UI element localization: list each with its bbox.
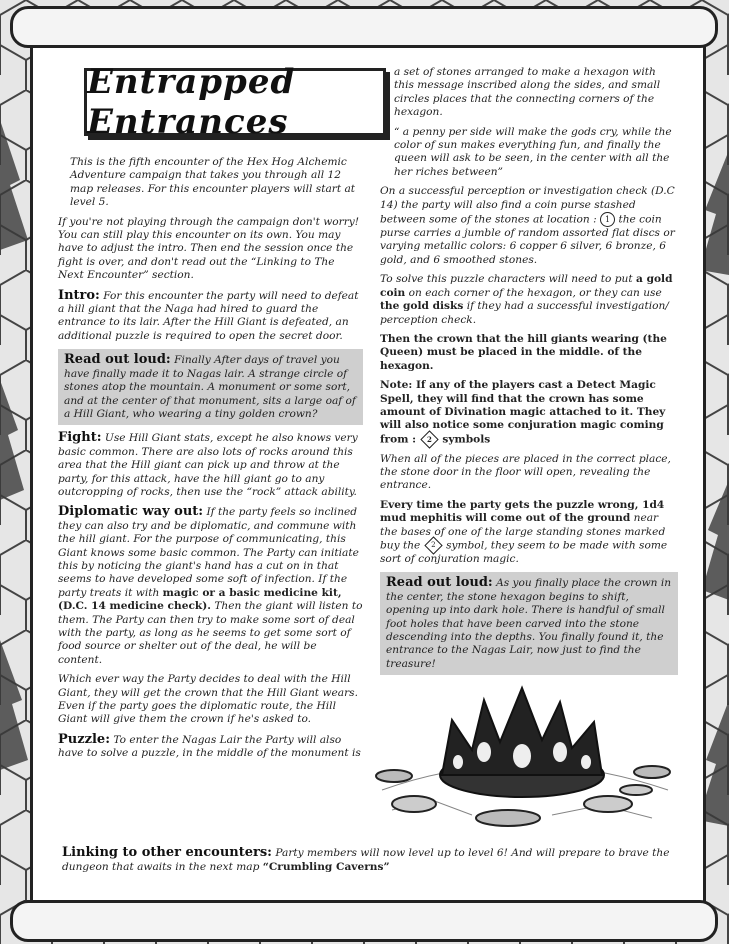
linking-text: Party members will now level up to level 6! And will prepare to brave the dungeon that awaits in the next map [62, 847, 670, 873]
intro-paragraph: This is the fifth encounter of the Hex Hog Alchemic Adventure campaign that takes you through all 12 map releases. For this encounter players will start at level 5. [70, 156, 356, 209]
puzzle-heading: Puzzle: [58, 731, 110, 747]
read-out-loud-box-2 [380, 572, 678, 675]
riddle-paragraph: “ a penny per side will make the gods cry, while the color of sun makes everything fun, and finally the queen will ask to be seen, in the center with all the her riches between” [394, 125, 672, 178]
perception-text-2: the coin purse carries a jumble of random assorted flat discs or varying metallic colors: 6 copper 6 silver, 6 bronze, 6 gold, and 6 smoothed stones. [380, 213, 675, 266]
read-out-loud-text-2: As you finally place the crown in the center, the stone hexagon begins to shift, opening up into dark hole. There is handful of small foot holes that have been carved into the stone descending into the depths. You finally found it, the entrance to the Nagas Lair, now just to find the treasure! [386, 577, 672, 670]
fight-text: Use Hill Giant stats, except he also knows very basic common. There are also lots of rocks around this area that the Hill giant can pick up and throw at the party, for this attack, have the hill giant go to any outcropping of rocks, then use the “rock” attack ability. [58, 432, 358, 498]
intro-text: For this encounter the party will need to defeat a hill giant that the Naga had hired to guard the entrance to its lair. After the Hill Giant is defeated, an additional puzzle is required to open the secret door. [58, 289, 359, 342]
solve-text-2: on each corner of the hexagon, or they can use [408, 286, 662, 299]
which-ever-paragraph: Which ever way the Party decides to deal with the Hill Giant, they will get the crown that the Hill Giant wears. Even if the party goes the diplomatic route, the Hill Giant will give them the crown if he's asked to. [58, 673, 358, 726]
diamond-symbol-number-2: 2 [430, 541, 436, 550]
diplomatic-heading: Diplomatic way out: [58, 504, 204, 520]
note-end-text: symbols [442, 433, 491, 446]
puzzle-section [58, 733, 363, 761]
solve-bold-2: the gold disks [380, 300, 464, 313]
crown-shape [440, 688, 604, 797]
read-out-loud-text-1: Finally After days of travel you have finally made it to Nagas lair. A strange circle of stones atop the mountain. A monument or some sort, and at the center of that monument, sits a large oaf of a Hill Giant, who wearing a tiny golden crown? [64, 354, 356, 420]
note-text: Note: If any of the players cast a Detect Magic Spell, they will find that the crown has some amount of Divination magic attached to it. They will also notice some conjuration magic coming from : [380, 379, 666, 446]
stone-disc [376, 770, 412, 782]
coin-symbol-icon: 1 [600, 212, 615, 227]
intro-heading: Intro: [58, 287, 100, 303]
perception-text-1: On a successful perception or investigation check (D.C 14) the party will also find a coin purse stashed between some of the stones at location : [380, 185, 675, 226]
wrong-text-2: symbol, they seem to be made with some sort of conjuration magic. [380, 539, 668, 565]
stone-disc [392, 796, 436, 812]
fight-section [58, 431, 363, 499]
diplomatic-bold: magic or a basic medicine kit, (D.C. 14 medicine check). [58, 586, 342, 613]
read-out-loud-box-1 [58, 349, 363, 425]
placed-paragraph: When all of the pieces are placed in the correct place, the stone door in the floor will open, revealing the entrance. [380, 452, 671, 492]
puzzle-text: To enter the Nagas Lair the Party will also have to solve a puzzle, in the middle of the monument is [58, 733, 361, 760]
diplomatic-text-1: If the party feels so inclined they can also try and be diplomatic, and commune with the hill giant. For the purpose of communicating, this Giant knows some basic common. The Party can initiate this by noticing the giant's hand has a cut on in that seems to have developed some soft of infection. If the party treats it with [58, 506, 359, 599]
crown-paragraph: Then the crown that the hill giants wearing (the Queen) must be placed in the middle. of the hexagon. [380, 332, 667, 372]
stone-disc [620, 785, 652, 795]
stone-disc [634, 766, 670, 778]
diplomatic-section [58, 505, 363, 667]
crown-illustration-icon [372, 680, 678, 832]
page-title: Entrapped Entrances [87, 62, 296, 142]
intro-section [58, 289, 363, 344]
linking-map-name: “Crumbling Caverns” [262, 861, 390, 873]
wrong-text-1: near the bases of one of the large standing stones marked buy the [380, 512, 666, 552]
linking-section [62, 846, 674, 874]
left-column [58, 156, 363, 767]
read-out-loud-heading-1: Read out loud: [64, 352, 171, 368]
diamond-symbol-icon [420, 430, 438, 448]
solve-text-1: To solve this puzzle characters will need to put [380, 273, 633, 286]
perception-paragraph [380, 185, 678, 267]
scroll-roll-bottom [10, 900, 718, 942]
diamond-symbol-number: 2 [426, 434, 432, 444]
right-column [380, 66, 678, 681]
scroll-roll-top [10, 6, 718, 48]
solve-paragraph [380, 273, 678, 327]
continued-paragraph: a set of stones arranged to make a hexagon with this message inscribed along the sides, and small circles places that the connecting corners of the hexagon. [394, 66, 661, 119]
solve-text-3: if they had a successful investigation/ perception check. [380, 300, 669, 326]
fight-heading: Fight: [58, 430, 102, 446]
campaign-paragraph: If you're not playing through the campaign don't worry! You can still play this encounter on its own. You may have to adjust the intro. Then end the session once the fight is over, and don't read out the “Linking to The Next Encounter” section. [58, 215, 360, 282]
stone-disc [584, 796, 632, 812]
stone-disc [476, 810, 540, 826]
diplomatic-text-2: Then the giant will listen to them. The Party can then try to make some sort of deal with the party, as long as he seems to get some sort of food source or shelter out of the deal, he will be content. [58, 600, 363, 666]
wrong-paragraph [380, 499, 678, 567]
linking-heading: Linking to other encounters: [62, 845, 272, 860]
note-paragraph [380, 379, 678, 447]
title-banner [84, 62, 386, 142]
solve-bold-1: a gold coin [380, 273, 673, 299]
wrong-bold-text: Every time the party gets the puzzle wrong, 1d4 mud mephitis will come out of the ground [380, 498, 665, 525]
read-out-loud-heading-2: Read out loud: [386, 575, 493, 591]
